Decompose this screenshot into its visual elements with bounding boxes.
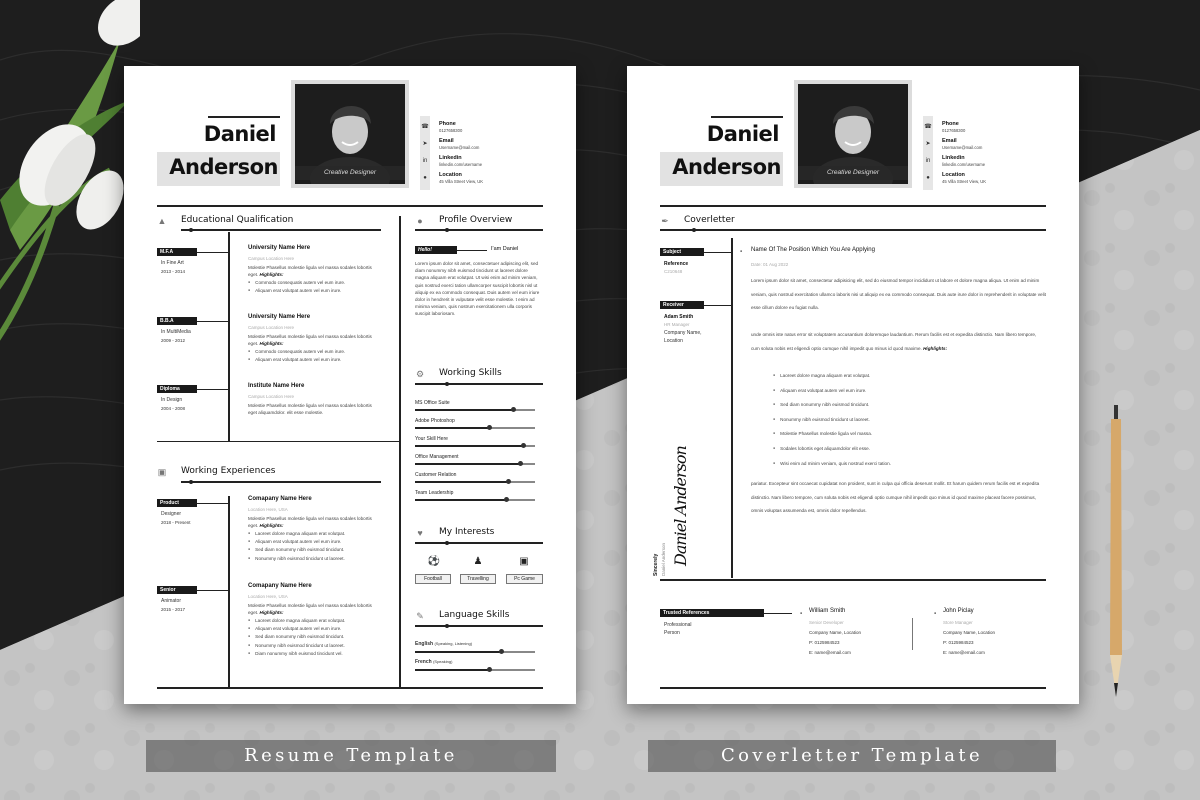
language-icon: ✎ xyxy=(416,611,424,621)
list-item: ● Aliquam erat volutpat autem vel eum irure. xyxy=(248,356,378,364)
skill-bar xyxy=(415,427,535,429)
interests-title-dot xyxy=(445,541,449,545)
refs-divider xyxy=(912,618,913,650)
pencil xyxy=(1105,405,1127,705)
footer-divider xyxy=(157,687,543,689)
coverletter-title: Coverletter xyxy=(684,215,735,225)
skill-bar-fill xyxy=(415,499,506,501)
list-item: ● Wisi enim ad minim veniam, quis nostrud exerci tation. xyxy=(773,457,1033,472)
edu-tag-line-3 xyxy=(197,389,229,390)
skills-title-line xyxy=(415,383,543,385)
trusted-tag-line xyxy=(764,613,792,614)
graduation-cap-icon: ▲ xyxy=(157,216,167,226)
gear-icon: ⚙ xyxy=(415,369,425,379)
skill-bar xyxy=(415,445,535,447)
email-label: Email xyxy=(942,138,957,144)
exp-place-1: Location Here, USA xyxy=(248,507,288,512)
receiver-tag-line xyxy=(704,305,732,306)
phone-label: Phone xyxy=(942,121,959,127)
edu-place-3: Campus Location Here xyxy=(248,394,295,399)
ref-2-email: E: name@email.com xyxy=(943,650,985,655)
interest-travelling: Travelling xyxy=(460,574,496,584)
header-divider xyxy=(157,205,543,207)
education-title: Educational Qualification xyxy=(181,215,294,225)
skill-name: Customer Relation xyxy=(415,472,457,478)
location-icon: ● xyxy=(423,175,427,181)
name-accent-line xyxy=(711,116,783,118)
letter-paragraph-2: unde omnis iste natus error sit voluptatem accusantium doloremque laudantium. Rerum facilis est et expedita distinctio. Nam libero tempore, cum soluta nobis est eligendi optio cumque nihil impedit quo minus id quod maxime. Highlights: xyxy=(751,332,1037,351)
edu-tag-line-2 xyxy=(197,321,229,322)
language-english-knob xyxy=(499,649,504,654)
last-name: Anderson xyxy=(672,155,781,179)
list-item: ● Nonummy nibh euismod tincidunt ut laoreet. xyxy=(248,642,378,650)
ref-1-role: Senior Developer xyxy=(809,620,844,625)
receiver-name: Adam Smith xyxy=(664,314,694,320)
skill-bar-knob xyxy=(504,497,509,502)
exp-role-1: Designer xyxy=(161,511,182,517)
languages-title-dot xyxy=(445,624,449,628)
language-english-fill xyxy=(415,651,501,653)
email-value: Username@mail.com xyxy=(942,145,983,150)
edu-place-1: Campus Location Here xyxy=(248,256,295,261)
coverletter-template-caption: Coverletter Template xyxy=(648,740,1056,772)
phone-value: 0127658300 xyxy=(439,128,463,133)
header-divider xyxy=(660,205,1046,207)
exp-bullets-2 xyxy=(248,617,378,658)
edu-tag-1: M.F.A xyxy=(157,248,197,256)
subject-tag-line xyxy=(704,252,732,253)
edu-timeline xyxy=(228,232,230,442)
edu-field-2: In MultiMedia xyxy=(161,329,191,335)
edu-years-2: 2009 - 2012 xyxy=(161,338,186,343)
exp-tag-2: Senior xyxy=(157,586,197,594)
edu-desc-3: Molestie Phasellus molestie ligula vel massa sodales lobortis eget aliquamdolor. elit esse molestie. xyxy=(248,403,372,416)
edu-name-1: University Name Here xyxy=(248,245,311,251)
subject-tag: Subject xyxy=(660,248,704,256)
list-item: ● Nonummy nibh euismod tincidunt ut laoreet. xyxy=(248,555,378,563)
exp-years-1: 2018 - Present xyxy=(161,520,191,525)
football-icon: ⚽ xyxy=(427,556,441,567)
photo-caption: Creative Designer xyxy=(798,166,908,180)
linkedin-value: linkedin.com/username xyxy=(942,162,986,167)
hello-tag-line xyxy=(457,250,487,251)
list-item: ● Diam nonummy nibh euismod tincidunt vel. xyxy=(248,650,378,658)
skill-bar xyxy=(415,463,535,465)
exp-role-2: Animator xyxy=(161,598,182,604)
language-french-knob xyxy=(487,667,492,672)
language-french-bar xyxy=(415,669,535,671)
edu-place-2: Campus Location Here xyxy=(248,325,295,330)
interests-title: My Interests xyxy=(439,527,495,537)
exp-years-2: 2015 - 2017 xyxy=(161,607,186,612)
list-item: ● Laoreet dolore magna aliquam erat volutpat. xyxy=(248,617,378,625)
exp-tag-1: Product xyxy=(157,499,197,507)
letter-bullets xyxy=(773,369,1033,471)
phone-value: 0127658300 xyxy=(942,128,966,133)
resume-template-caption: Resume Template xyxy=(146,740,556,772)
first-name: Daniel xyxy=(706,122,779,146)
skill-name: Team Leadership xyxy=(415,490,454,496)
skill-bar-fill xyxy=(415,463,521,465)
edu-desc-1: Molestie Phasellus molestie ligula vel massa sodales lobortis eget. Highlights: xyxy=(248,265,372,278)
receiver-role: HR Manager xyxy=(664,322,690,327)
reference-label: Reference xyxy=(664,261,689,267)
skill-bar-fill xyxy=(415,481,509,483)
first-name: Daniel xyxy=(203,122,276,146)
photo-caption: Creative Designer xyxy=(295,166,405,180)
list-item: ● Nonummy nibh euismod tincidunt ut laoreet. xyxy=(773,413,1033,428)
intro-text: I'am Daniel xyxy=(491,246,519,252)
ref-2-bullet: ● xyxy=(934,611,937,615)
name-accent-line xyxy=(208,116,280,118)
receiver-tag: Receiver xyxy=(660,301,704,309)
letter-date: Date: 01 Aug 2022 xyxy=(751,262,789,267)
interests-title-line xyxy=(415,542,543,544)
edu-bullets-2 xyxy=(248,348,378,364)
receiver-company: Company Name, xyxy=(664,330,702,336)
signature: Daniel Anderson xyxy=(671,446,690,566)
email-label: Email xyxy=(439,138,454,144)
list-item: ● Commodo consequatis autem vel eum irure. xyxy=(248,348,378,356)
reference-value: C210648 xyxy=(664,269,683,274)
edu-tag-line-1 xyxy=(197,252,229,253)
user-icon: ● xyxy=(417,216,423,226)
receiver-location: Location xyxy=(664,338,683,344)
edu-years-3: 2004 - 2008 xyxy=(161,406,186,411)
skill-bar-fill xyxy=(415,427,489,429)
ref-1-name: William Smith xyxy=(809,608,846,614)
location-value: 45 Villa Street View, UK xyxy=(942,179,987,184)
exp-company-1: Comapany Name Here xyxy=(248,496,312,502)
phone-icon: ☎ xyxy=(924,124,932,130)
quill-icon: ✒ xyxy=(661,216,669,226)
edu-field-3: In Design xyxy=(161,397,183,403)
profile-title: Profile Overview xyxy=(439,215,513,225)
linkedin-value: linkedin.com/username xyxy=(439,162,483,167)
phone-icon: ☎ xyxy=(421,124,429,130)
list-item: ● Molestie Phasellus molestie ligula vel massa. xyxy=(773,427,1033,442)
education-title-line xyxy=(181,229,381,231)
linkedin-icon: in xyxy=(422,158,428,164)
ref-2-phone: P: 0125984523 xyxy=(943,640,974,645)
profile-title-dot xyxy=(445,228,449,232)
edu-field-1: In Fine Art xyxy=(161,260,184,266)
skill-bar-knob xyxy=(518,461,523,466)
linkedin-icon: in xyxy=(925,158,931,164)
language-english: English (Speaking, Listening) xyxy=(415,641,473,647)
email-icon: ➤ xyxy=(925,141,931,147)
ref-1-email: E: name@email.com xyxy=(809,650,851,655)
skill-bar-knob xyxy=(511,407,516,412)
edu-tag-3: Diploma xyxy=(157,385,197,393)
edu-desc-2: Molestie Phasellus molestie ligula vel massa sodales lobortis eget. Highlights: xyxy=(248,334,372,347)
skill-name: Office Management xyxy=(415,454,459,460)
linkedin-label: Linkedin xyxy=(942,155,965,161)
cover-timeline xyxy=(731,238,733,578)
skill-bar-knob xyxy=(487,425,492,430)
skills-title-dot xyxy=(445,382,449,386)
footer-divider xyxy=(660,687,1046,689)
edu-name-3: Institute Name Here xyxy=(248,383,305,389)
list-item: ● Commodo consequatis autem vel eum irure. xyxy=(248,279,378,287)
exp-place-2: Location Here, USA xyxy=(248,594,288,599)
interest-pc-game: Pc Game xyxy=(506,574,543,584)
list-item: ● Laoreet dolore magna aliquam erat volutpat. xyxy=(773,369,1033,384)
heart-icon: ♥ xyxy=(417,528,423,538)
trusted-references-tag: Trusted References xyxy=(660,609,764,617)
list-item: ● Sed diam nonummy nibh euismod tincidunt. xyxy=(773,398,1033,413)
exp-bullets-1 xyxy=(248,530,378,563)
briefcase-icon: ▣ xyxy=(157,467,167,477)
hello-tag: Hello! xyxy=(415,246,457,254)
skill-bar-fill xyxy=(415,445,523,447)
phone-label: Phone xyxy=(439,121,456,127)
profile-title-line xyxy=(415,229,543,231)
location-value: 45 Villa Street View, UK xyxy=(439,179,484,184)
education-title-dot xyxy=(189,228,193,232)
coverletter-title-line xyxy=(660,229,1046,231)
skill-bar xyxy=(415,481,535,483)
email-icon: ➤ xyxy=(422,141,428,147)
column-divider xyxy=(399,216,401,688)
list-item: ● Sodales lobortis eget aliquamdolor elit esse. xyxy=(773,442,1033,457)
language-english-bar xyxy=(415,651,535,653)
ref-1-bullet: ● xyxy=(800,611,803,615)
experience-title-line xyxy=(181,481,381,483)
gamepad-icon: ▣ xyxy=(519,556,529,567)
trusted-text-1: Professional xyxy=(664,622,692,628)
profile-text: Lorem ipsum dolor sit amet, consectetuer adipiscing elit, sed diam nonummy nibh euismod tincidunt ut laoreet dolore magna aliquam erat volutpat. Ut wisi enim ad minim veniam, quis nostrud exerci tation ullamcorper suscipit lobortis nisl ut aliquip ex ea commodo consequat. Duis autem vel eum iriure dolor in hendrerit in vulputate velit esse molestie. t enim ad minima veniam, quis nostrum exercitationem ulla corporis suscipit laboriosam. xyxy=(415,261,540,317)
location-icon: ● xyxy=(926,175,930,181)
exp-tag-line-1 xyxy=(197,503,229,504)
edu-bottom-line xyxy=(157,441,399,442)
email-value: Username@mail.com xyxy=(439,145,480,150)
tulip-flowers xyxy=(0,0,140,360)
coverletter-sheet xyxy=(627,66,1079,704)
letter-paragraph-3: pariatur. Excepteur sint occaecat cupidatat non proident, sunt in culpa qui officia deserunt mollit. Et harum quidem rerum facilis est et expedita distinctio. Nam libero tempore, cum soluta nobis est eligendi optio cumque nihil impedit quo minus id quod maxime placeat facere possimus, omnis voluptas assumenda est, omnis dolor repellendus. xyxy=(751,481,1040,513)
location-label: Location xyxy=(439,172,462,178)
sign-name: Daniel Anderson xyxy=(661,542,666,576)
linkedin-label: Linkedin xyxy=(439,155,462,161)
languages-title-line xyxy=(415,625,543,627)
ref-2-company: Company Name, Location xyxy=(943,630,996,635)
travelling-icon: ♟ xyxy=(473,556,483,567)
exp-company-2: Comapany Name Here xyxy=(248,583,312,589)
skill-bar-fill xyxy=(415,409,513,411)
exp-tag-line-2 xyxy=(197,590,229,591)
edu-years-1: 2013 - 2014 xyxy=(161,269,186,274)
edu-tag-2: B.B.A xyxy=(157,317,197,325)
ref-2-role: Store Manager xyxy=(943,620,973,625)
experience-title: Working Experiences xyxy=(181,466,276,476)
list-item: ● Aliquam erat volutpat autem vel eum irure. xyxy=(248,287,378,295)
list-item: ● Aliquam erat volutpat autem vel eum irure. xyxy=(248,538,378,546)
skill-name: Adobe Photoshop xyxy=(415,418,455,424)
list-item: ● Sed diam nonummy nibh euismod tincidunt. xyxy=(248,546,378,554)
language-french-fill xyxy=(415,669,489,671)
ref-1-phone: P: 0125984523 xyxy=(809,640,840,645)
position-title: Name Of The Position Which You Are Applying xyxy=(751,247,875,253)
skill-bar xyxy=(415,499,535,501)
skill-bar xyxy=(415,409,535,411)
trusted-text-2: Person xyxy=(664,630,680,636)
language-french: French (Speaking) xyxy=(415,659,453,665)
list-item: ● Laoreet dolore magna aliquam erat volutpat. xyxy=(248,530,378,538)
list-item: ● Sed diam nonummy nibh euismod tincidunt. xyxy=(248,633,378,641)
edu-name-2: University Name Here xyxy=(248,314,311,320)
position-bullet: ● xyxy=(740,249,743,253)
resume-sheet xyxy=(124,66,576,704)
ref-2-name: John Piclay xyxy=(943,608,974,614)
skills-title: Working Skills xyxy=(439,368,502,378)
coverletter-title-dot xyxy=(692,228,696,232)
edu-bullets-1 xyxy=(248,279,378,295)
sincerely-label: Sincerely xyxy=(653,553,659,576)
skill-name: Your Skill Here xyxy=(415,436,448,442)
exp-desc-2: Molestie Phasellus molestie ligula vel massa sodales lobortis eget. Highlights: xyxy=(248,603,372,616)
experience-title-dot xyxy=(189,480,193,484)
interest-football: Football xyxy=(415,574,451,584)
skill-bar-knob xyxy=(506,479,511,484)
letter-paragraph-1: Lorem ipsum dolor sit amet, consectetur adipisicing elit, sed do eiusmod tempor incididunt ut labore et dolore magna aliqua. Ut enim ad minim veniam, quis nostrud exercitation ullamco laboris nisi ut aliquip ex ea commodo consequat. Duis aute irure dolor in reprehenderit in voluptate velit esse cillum dolore eu fugiat nulla. xyxy=(751,278,1046,310)
location-label: Location xyxy=(942,172,965,178)
last-name: Anderson xyxy=(169,155,278,179)
list-item: ● Aliquam erat volutpat autem vel eum irure. xyxy=(773,384,1033,399)
languages-title: Language Skills xyxy=(439,610,510,620)
cover-body-bottom-line xyxy=(660,579,1046,581)
ref-1-company: Company Name, Location xyxy=(809,630,862,635)
exp-timeline xyxy=(228,496,230,688)
list-item: ● Aliquam erat volutpat autem vel eum irure. xyxy=(248,625,378,633)
skill-name: MS Office Suite xyxy=(415,400,450,406)
skill-bar-knob xyxy=(521,443,526,448)
exp-desc-1: Molestie Phasellus molestie ligula vel massa sodales lobortis eget. Highlights: xyxy=(248,516,372,529)
